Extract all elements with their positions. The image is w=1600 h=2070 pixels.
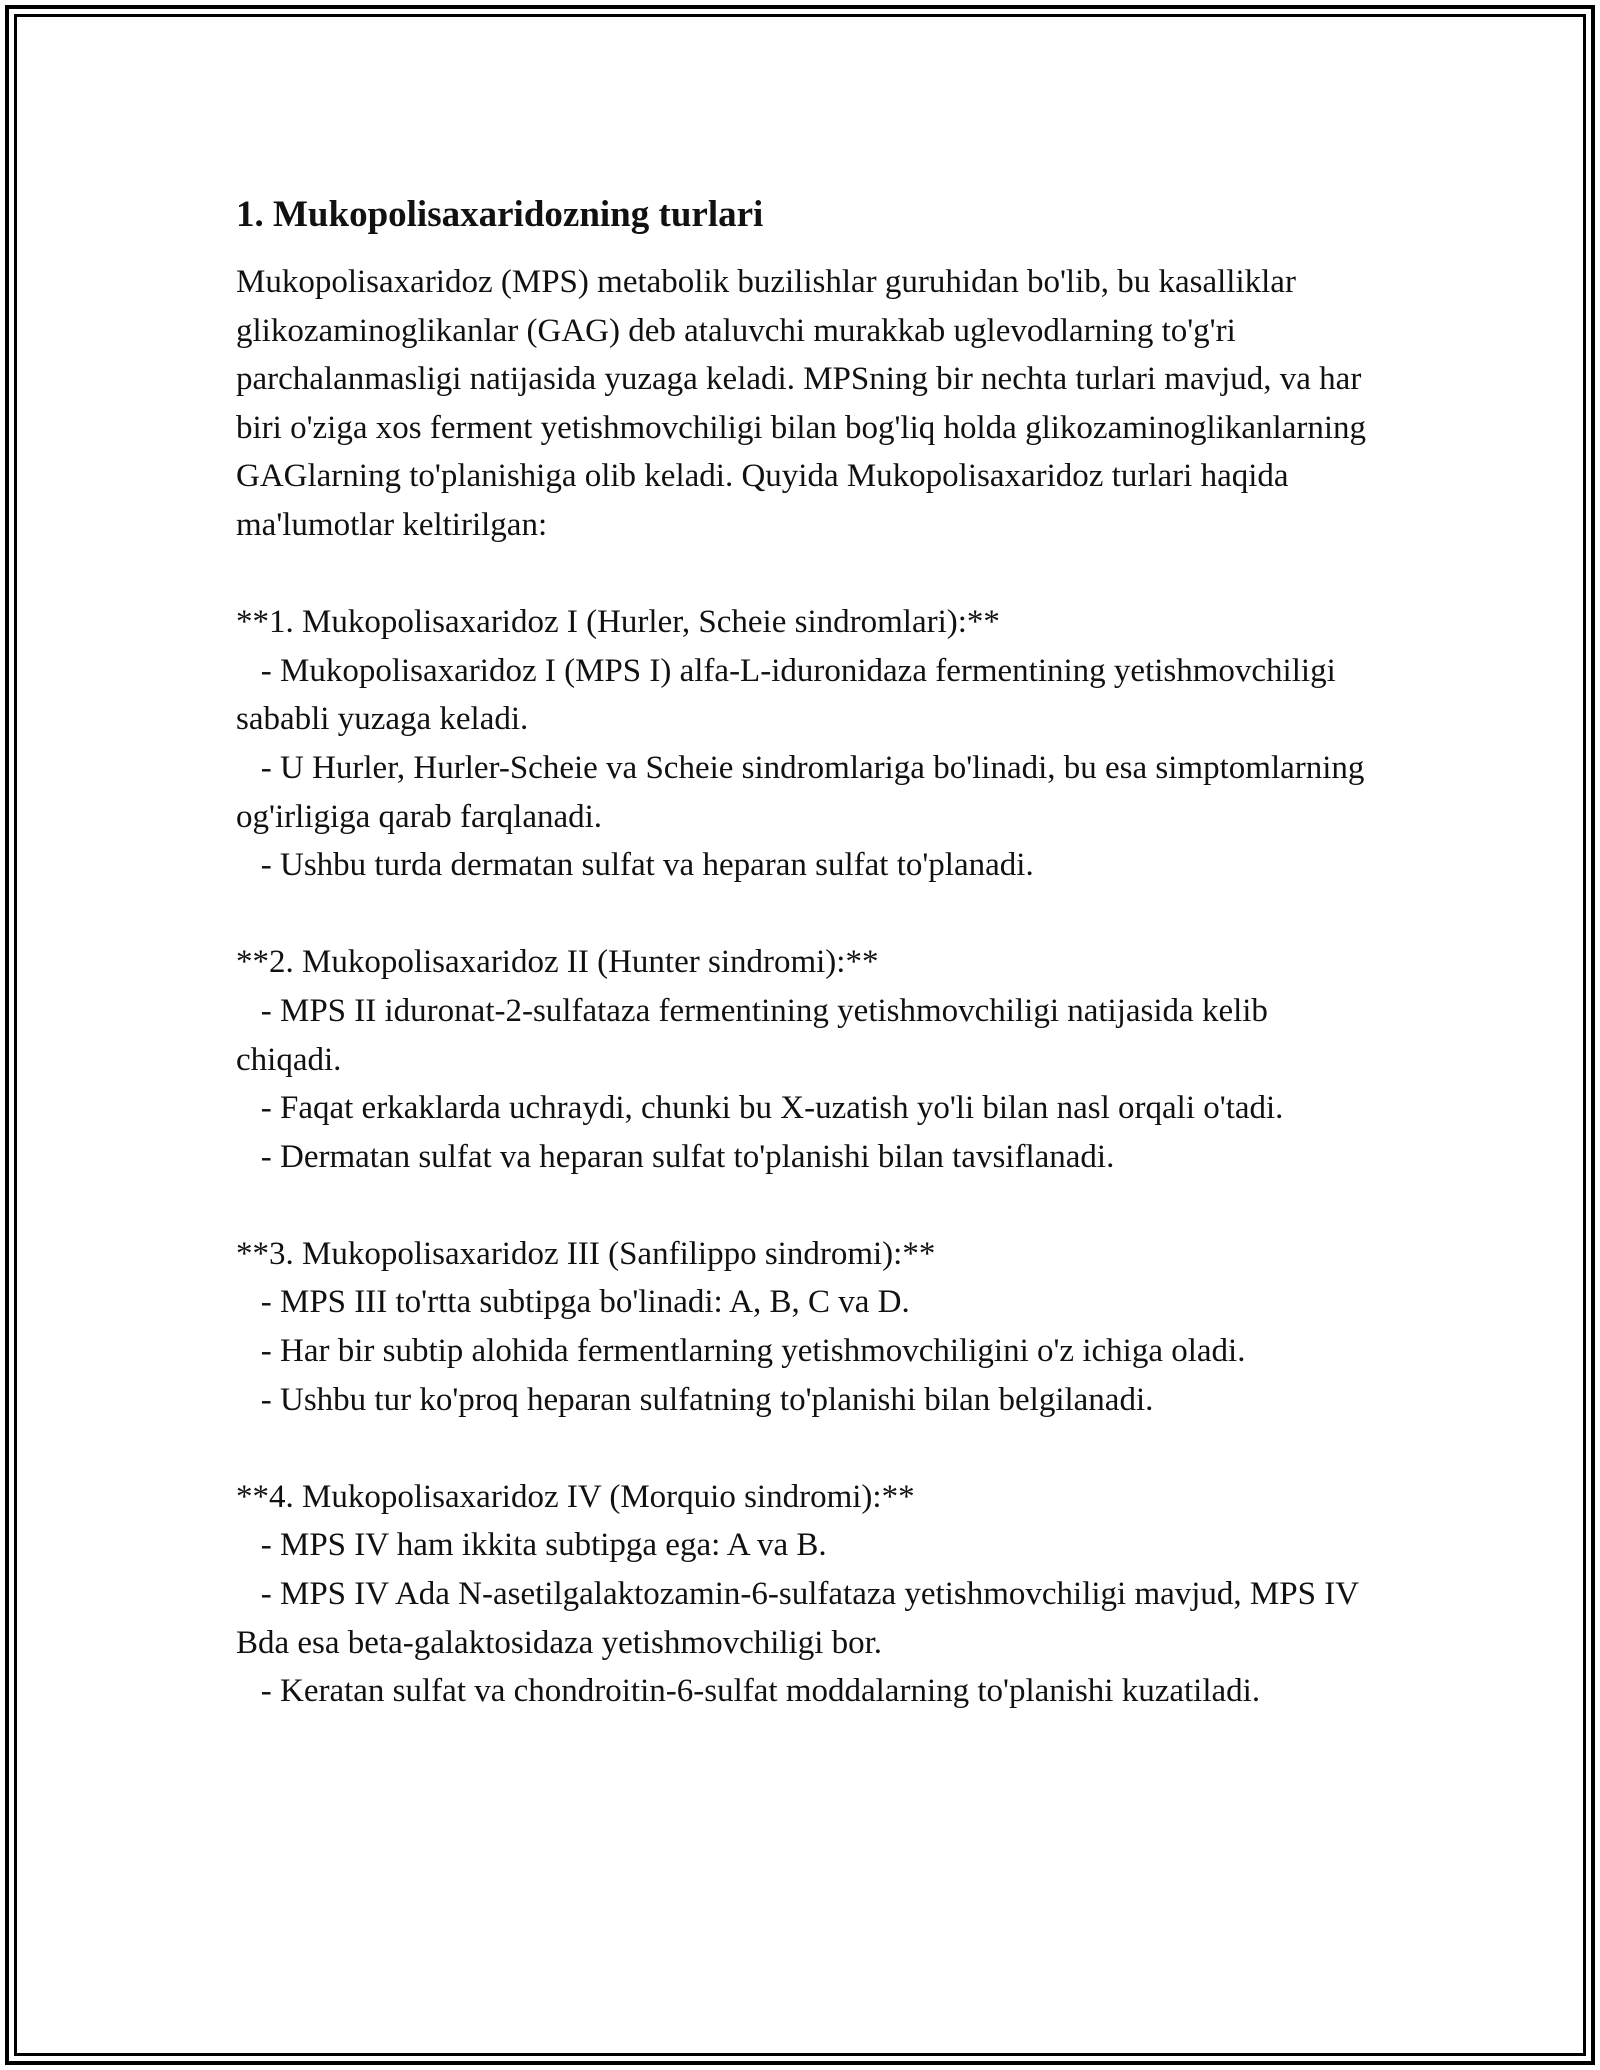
list-item: - MPS III to'rtta subtipga bo'linadi: A, B, C va D. xyxy=(236,1284,910,1321)
list-item: - Mukopolisaxaridoz I (MPS I) alfa-L-iduronidaza fermentining yetishmovchiligi sababli yuzaga keladi. xyxy=(236,652,1344,738)
document-body xyxy=(236,184,1376,1716)
intro-paragraph: Mukopolisaxaridoz (MPS) metabolik buzilishlar guruhidan bo'lib, bu kasalliklar glikozaminoglikanlar (GAG) deb ataluvchi murakkab uglevodlarning to'g'ri parchalanmasligi natijasida yuzaga keladi. MPSning bir nechta turlari mavjud, va har biri o'ziga xos ferment yetishmovchiligi bilan bog'liq holda glikozaminoglikanlarning GAGlarning to'planishiga olib keladi. Quyida Mukopolisaxaridoz turlari haqida ma'lumotlar keltirilgan: xyxy=(236,264,1367,543)
list-item: - U Hurler, Hurler-Scheie va Scheie sindromlariga bo'linadi, bu esa simptomlarning og'irligiga qarab farqlanadi. xyxy=(236,749,1373,835)
list-item: - MPS IV ham ikkita subtipga ega: A va B. xyxy=(236,1527,827,1564)
list-item: - MPS II iduronat-2-sulfataza fermentining yetishmovchiligi natijasida kelib chiqadi. xyxy=(236,992,1277,1078)
list-item: - Keratan sulfat va chondroitin-6-sulfat moddalarning to'planishi kuzatiladi. xyxy=(236,1673,1261,1710)
section-mps-1 xyxy=(236,598,1376,890)
list-item: - MPS IV Ada N-asetilgalaktozamin-6-sulfataza yetishmovchiligi mavjud, MPS IV Bda esa beta-galaktosidaza yetishmovchiligi bor. xyxy=(236,1576,1367,1661)
list-item: - Ushbu turda dermatan sulfat va heparan sulfat to'planadi. xyxy=(236,847,1034,884)
section-mps-2 xyxy=(236,938,1376,1181)
list-item: - Ushbu tur ko'proq heparan sulfatning to'planishi bilan belgilanadi. xyxy=(236,1381,1154,1418)
section-title: **2. Mukopolisaxaridoz II (Hunter sindromi):** xyxy=(236,944,879,981)
section-title: **3. Mukopolisaxaridoz III (Sanfilippo sindromi):** xyxy=(236,1235,936,1272)
list-item: - Faqat erkaklarda uchraydi, chunki bu X-uzatish yo'li bilan nasl orqali o'tadi. xyxy=(236,1090,1284,1127)
section-title: **4. Mukopolisaxaridoz IV (Morquio sindromi):** xyxy=(236,1478,915,1515)
list-item: - Dermatan sulfat va heparan sulfat to'planishi bilan tavsiflanadi. xyxy=(236,1138,1115,1175)
section-mps-3 xyxy=(236,1230,1376,1424)
list-item: - Har bir subtip alohida fermentlarning yetishmovchiligini o'z ichiga oladi. xyxy=(236,1333,1246,1370)
section-title: **1. Mukopolisaxaridoz I (Hurler, Scheie sindromlari):** xyxy=(236,604,1000,641)
document-heading: 1. Mukopolisaxaridozning turlari xyxy=(236,194,764,235)
section-mps-4 xyxy=(236,1473,1376,1716)
